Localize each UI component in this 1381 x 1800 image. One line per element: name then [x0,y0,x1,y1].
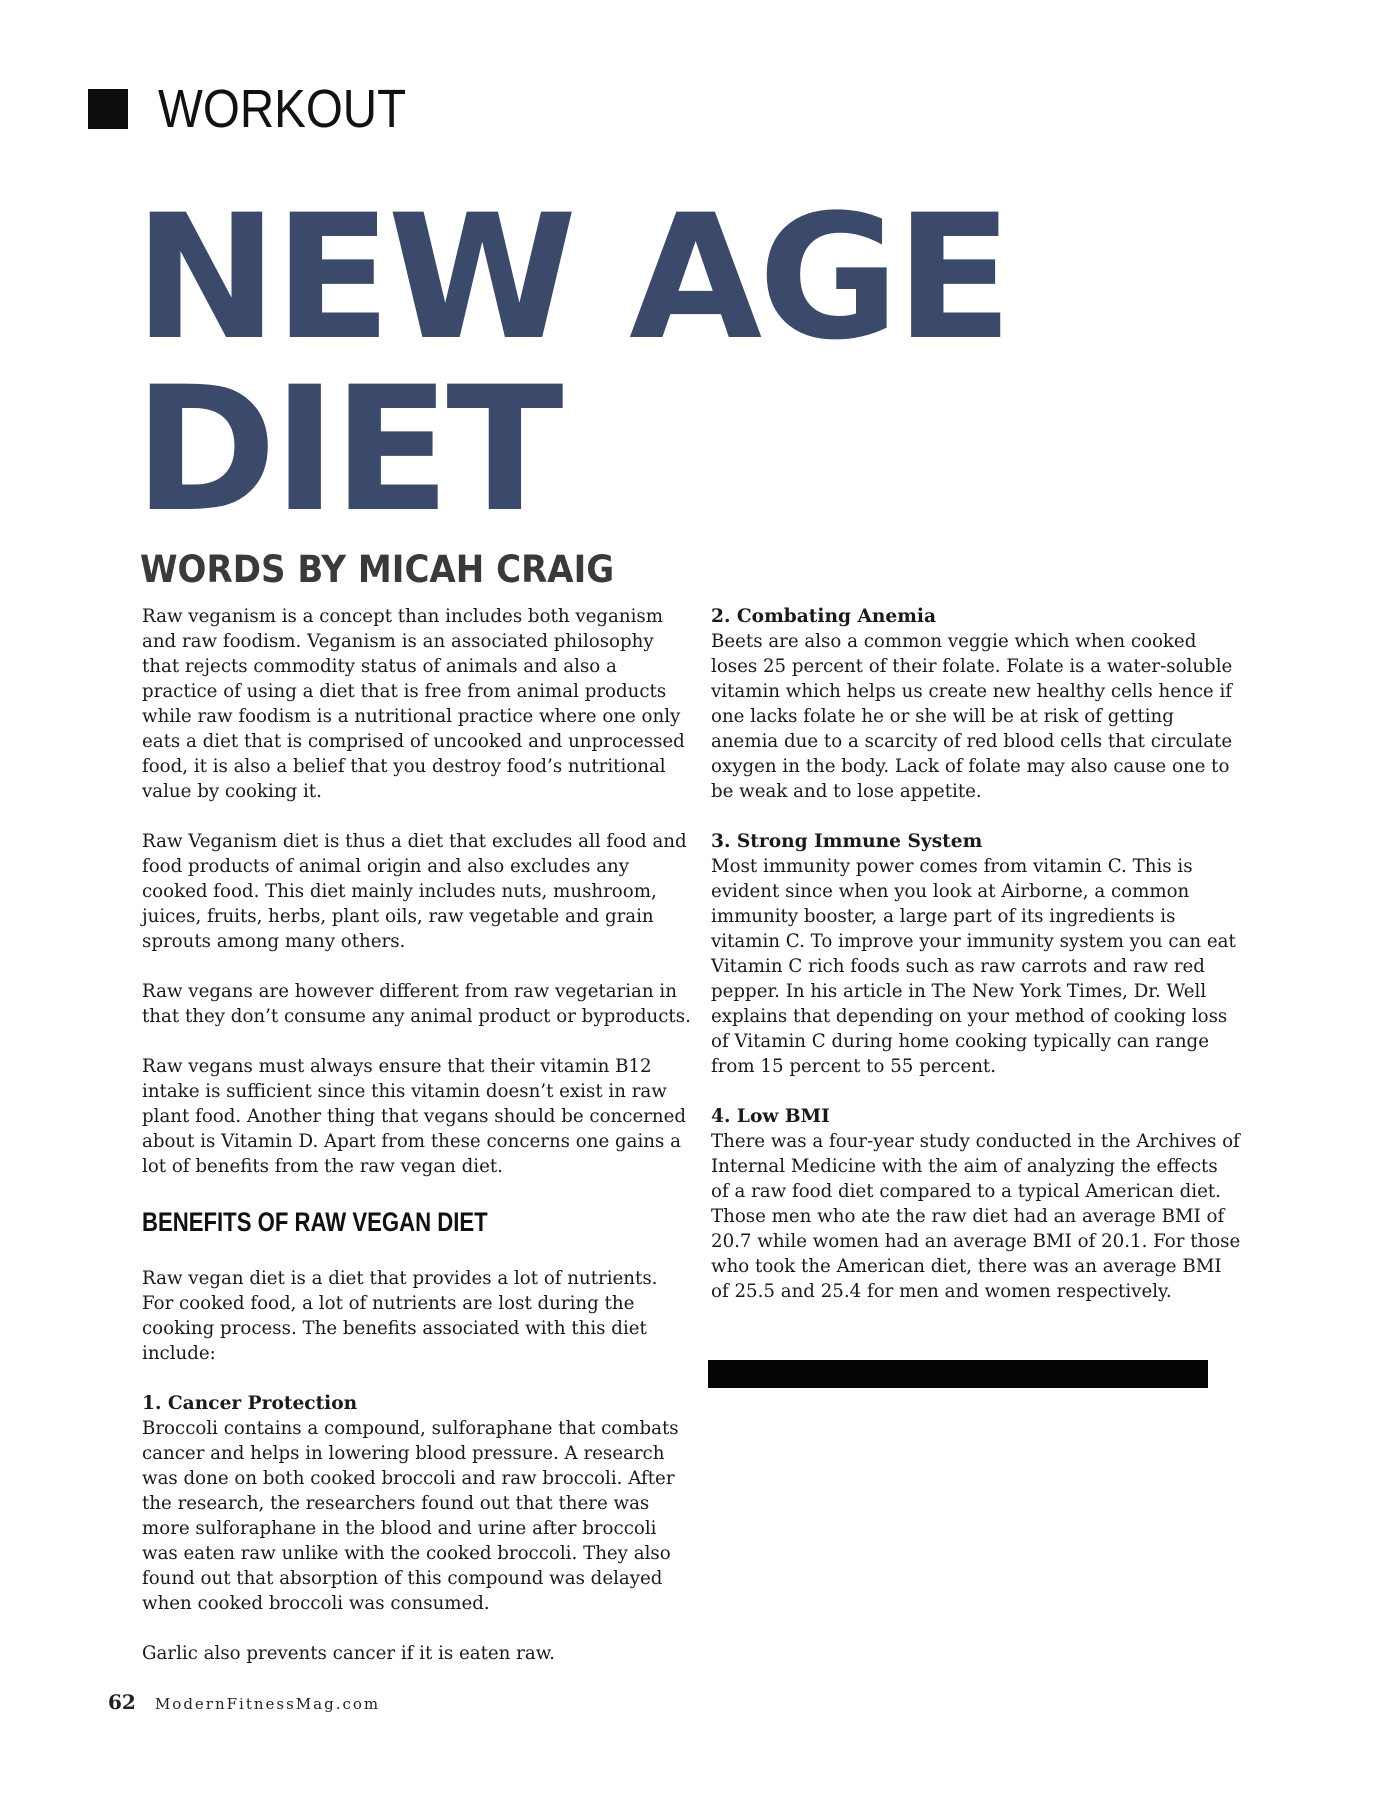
benefit-title: 3. Strong Immune System [711,831,983,852]
benefit-item [711,604,1241,804]
left-column [142,604,692,1691]
benefit-text: Beets are also a common veggie which when cooked loses 25 percent of their folate. Folate is a water-soluble vitamin which helps us create new healthy cells hence if one lacks folate he or she will be at risk of getting anemia due to a scarcity of red blood cells that circulate oxygen in the body. Lack of folate may also cause one to be weak and to lose appetite. [711,631,1233,802]
benefit-item [142,1391,692,1616]
byline: WORDS BY MICAH CRAIG [140,548,615,591]
benefit-item [711,1104,1241,1304]
decorative-bar [708,1360,1208,1388]
paragraph: Raw vegans are however different from raw vegetarian in that they don’t consume any animal product or byproducts. [142,981,691,1027]
paragraph: Raw Veganism diet is thus a diet that excludes all food and food products of animal origin and also excludes any cooked food. This diet mainly includes nuts, mushroom, juices, fruits, herbs, plant oils, raw vegetable and grain sprouts among many others. [142,831,687,952]
section-square-icon [88,89,128,129]
headline-line-1: NEW AGE [134,177,1009,378]
benefit-text: There was a four-year study conducted in the Archives of Internal Medicine with the aim of analyzing the effects of a raw food diet compared to a typical American diet. Those men who ate the raw diet had an average BMI of 20.7 while women had an average BMI of 20.1. For those who took the American diet, there was an average BMI of 25.5 and 25.4 for men and women respectively. [711,1131,1241,1302]
article-headline [134,177,1034,550]
page-number: 62 [108,1690,136,1714]
right-column [711,604,1241,1329]
benefit-text: Most immunity power comes from vitamin C. This is evident since when you look at Airborne, a common immunity booster, a large part of its ingredients is vitamin C. To improve your immunity system you can eat Vitamin C rich foods such as raw carrots and raw red pepper. In his article in The New York Times, Dr. Well explains that depending on your method of cooking loss of Vitamin C during home cooking typically can range from 15 percent to 55 percent. [711,856,1236,1077]
benefit-title: 2. Combating Anemia [711,606,937,627]
site-name: ModernFitnessMag.com [154,1695,381,1713]
section-tag [88,79,440,139]
paragraph: Garlic also prevents cancer if it is eaten raw. [142,1643,555,1664]
headline-line-2: DIET [134,349,560,550]
section-label: WORKOUT [158,79,407,139]
paragraph: Raw veganism is a concept than includes both veganism and raw foodism. Veganism is an associated philosophy that rejects commodity status of animals and also a practice of using a diet that is free from animal products while raw foodism is a nutritional practice where one only eats a diet that is comprised of uncooked and unprocessed food, it is also a belief that you destroy food’s nutritional value by cooking it. [142,606,685,802]
paragraph: Raw vegan diet is a diet that provides a lot of nutrients. For cooked food, a lot of nutrients are lost during the cooking process. The benefits associated with this diet include: [142,1268,658,1364]
benefit-title: 4. Low BMI [711,1106,830,1127]
page-footer [108,1690,380,1716]
benefit-text: Broccoli contains a compound, sulforaphane that combats cancer and helps in lowering blood pressure. A research was done on both cooked broccoli and raw broccoli. After the research, the researchers found out that there was more sulforaphane in the blood and urine after broccoli was eaten raw unlike with the cooked broccoli. They also found out that absorption of this compound was delayed when cooked broccoli was consumed. [142,1418,679,1614]
section-subhead: BENEFITS OF RAW VEGAN DIET [142,1207,488,1237]
paragraph: Raw vegans must always ensure that their vitamin B12 intake is sufficient since this vitamin doesn’t exist in raw plant food. Another thing that vegans should be concerned about is Vitamin D. Apart from these concerns one gains a lot of benefits from the raw vegan diet. [142,1056,687,1177]
benefit-item [711,829,1241,1079]
benefit-title: 1. Cancer Protection [142,1393,358,1414]
